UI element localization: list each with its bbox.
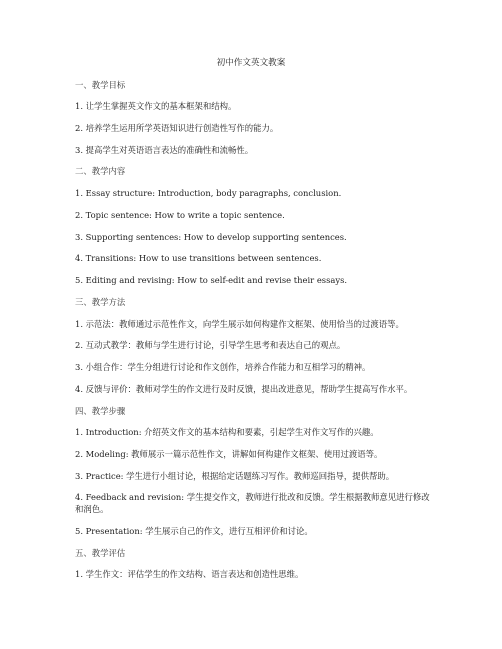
list-item: 2. 培养学生运用所学英语知识进行创造性写作的能力。 <box>75 123 279 133</box>
list-item: 5. Editing and revising: How to self-edit and revise their essays. <box>75 275 348 285</box>
list-item: 5. Presentation: 学生展示自己的作文，进行互相评价和讨论。 <box>75 526 313 536</box>
section-heading-methods: 三、教学方法 <box>75 297 126 307</box>
section-heading-steps: 四、教学步骤 <box>75 406 126 416</box>
list-item: 4. 反馈与评价：教师对学生的作文进行及时反馈，提出改进意见，帮助学生提高写作水平。 <box>75 384 413 394</box>
section-heading-objectives: 一、教学目标 <box>75 80 126 90</box>
list-item: 4. Transitions: How to use transitions between sentences. <box>75 253 322 263</box>
list-item: 2. Topic sentence: How to write a topic sentence. <box>75 210 285 220</box>
list-item: 1. 示范法：教师通过示范性作文，向学生展示如何构建作文框架、使用恰当的过渡语等。 <box>75 319 404 329</box>
list-item: 3. 小组合作：学生分组进行讨论和作文创作，培养合作能力和互相学习的精神。 <box>75 362 371 372</box>
list-item: 3. Supporting sentences: How to develop supporting sentences. <box>75 232 347 242</box>
list-item: 1. Introduction: 介绍英文作文的基本结构和要素，引起学生对作文写作的兴趣。 <box>75 427 379 437</box>
document-title: 初中作文英文教案 <box>216 58 286 68</box>
list-item: 1. 学生作文：评估学生的作文结构、语言表达和创造性思维。 <box>75 569 304 579</box>
list-item: 2. 互动式教学：教师与学生进行讨论，引导学生思考和表达自己的观点。 <box>75 340 346 350</box>
list-item: 2. Modeling: 教师展示一篇示范性作文，讲解如何构建作文框架、使用过渡语等。 <box>75 449 383 459</box>
section-heading-evaluation: 五、教学评估 <box>75 548 126 558</box>
list-item: 4. Feedback and revision: 学生提交作文，教师进行批改和反馈。学生根据教师意见进行修改和润色。 <box>75 492 430 514</box>
section-heading-content: 二、教学内容 <box>75 166 126 176</box>
list-item: 1. 让学生掌握英文作文的基本框架和结构。 <box>75 101 237 111</box>
list-item: 1. Essay structure: Introduction, body paragraphs, conclusion. <box>75 188 342 198</box>
list-item: 3. Practice: 学生进行小组讨论，根据给定话题练习写作。教师巡回指导，提供帮助。 <box>75 471 395 481</box>
list-item: 3. 提高学生对英语语言表达的准确性和流畅性。 <box>75 145 254 155</box>
